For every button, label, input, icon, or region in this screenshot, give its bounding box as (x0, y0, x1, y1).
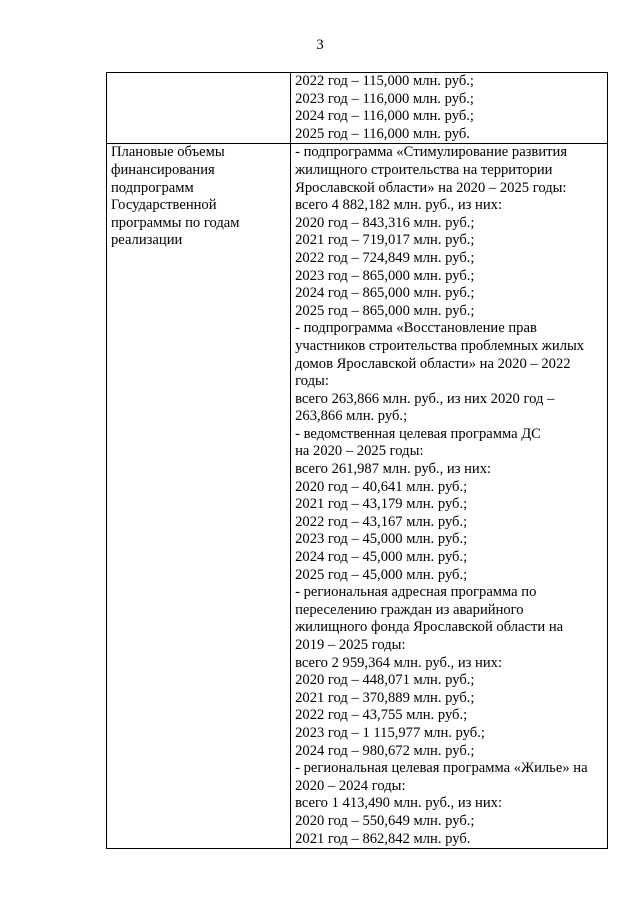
text-line: всего 2 959,364 млн. руб., из них: (295, 654, 503, 671)
text-line: Ярославской области» на 2020 – 2025 годы: (295, 179, 567, 196)
text-line: - подпрограмма «Стимулирование развития (295, 144, 568, 161)
text-line: - ведомственная целевая программа ДС (295, 425, 541, 442)
text-line: всего 263,866 млн. руб., из них 2020 год – (295, 390, 555, 407)
row-value-cell (291, 73, 608, 144)
text-line: всего 1 413,490 млн. руб., из них: (295, 795, 503, 812)
text-line: участников строительства проблемных жилых (295, 337, 585, 354)
table-row (107, 73, 608, 144)
text-line: программы по годам (111, 214, 240, 231)
text-line: годы: (295, 373, 329, 390)
financing-table (106, 72, 608, 849)
text-line: 2020 год – 843,316 млн. руб.; (295, 214, 475, 231)
row-label-cell (107, 144, 291, 849)
text-line: подпрограмм (111, 179, 194, 196)
text-line: 2025 год – 865,000 млн. руб.; (295, 302, 475, 319)
text-line: 2022 год – 724,849 млн. руб.; (295, 249, 475, 266)
row-label-cell (107, 73, 291, 144)
text-line: домов Ярославской области» на 2020 – 2022 (295, 355, 571, 372)
text-line: 2020 – 2024 годы: (295, 777, 406, 794)
text-line: 2021 год – 862,842 млн. руб. (295, 830, 471, 847)
text-line: 2025 год – 116,000 млн. руб. (295, 125, 470, 142)
text-line: 2023 год – 116,000 млн. руб.; (295, 90, 474, 107)
text-line: 2024 год – 116,000 млн. руб.; (295, 108, 474, 125)
text-line: - подпрограмма «Восстановление прав (295, 320, 537, 337)
text-line: 263,866 млн. руб.; (295, 408, 408, 425)
text-line: 2023 год – 1 115,977 млн. руб.; (295, 724, 485, 741)
text-line: всего 4 882,182 млн. руб., из них: (295, 197, 503, 214)
text-line: 2021 год – 43,179 млн. руб.; (295, 496, 468, 513)
text-line: 2020 год – 550,649 млн. руб.; (295, 812, 475, 829)
text-line: 2021 год – 370,889 млн. руб.; (295, 689, 475, 706)
table-row (107, 144, 608, 849)
text-line: 2025 год – 45,000 млн. руб.; (295, 566, 468, 583)
row-value-cell (291, 144, 608, 849)
text-line: 2024 год – 865,000 млн. руб.; (295, 285, 475, 302)
text-line: Плановые объемы (111, 144, 225, 161)
text-line: финансирования (111, 161, 215, 178)
text-line: Государственной (111, 197, 217, 214)
text-line: всего 261,987 млн. руб., из них: (295, 461, 492, 478)
text-line: 2022 год – 43,167 млн. руб.; (295, 513, 468, 530)
text-line: жилищного фонда Ярославской области на (295, 619, 564, 636)
text-line: жилищного строительства на территории (295, 161, 553, 178)
text-line: - региональная целевая программа «Жилье» на (295, 760, 588, 777)
text-line: - региональная адресная программа по (295, 584, 537, 601)
text-line: 2022 год – 43,755 млн. руб.; (295, 707, 468, 724)
text-line: 2024 год – 45,000 млн. руб.; (295, 549, 468, 566)
text-line: переселению граждан из аварийного (295, 601, 524, 618)
text-line: 2024 год – 980,672 млн. руб.; (295, 742, 475, 759)
text-line: 2022 год – 115,000 млн. руб.; (295, 73, 474, 89)
text-line: реализации (111, 232, 183, 249)
text-line: 2020 год – 448,071 млн. руб.; (295, 672, 475, 689)
text-line: 2019 – 2025 годы: (295, 637, 406, 653)
text-line: 2020 год – 40,641 млн. руб.; (295, 478, 468, 495)
text-line: 2023 год – 865,000 млн. руб.; (295, 267, 475, 284)
page-number: 3 (316, 37, 324, 53)
text-line: 2021 год – 719,017 млн. руб.; (295, 232, 475, 249)
text-line: на 2020 – 2025 годы: (295, 443, 424, 460)
text-line: 2023 год – 45,000 млн. руб.; (295, 531, 468, 548)
